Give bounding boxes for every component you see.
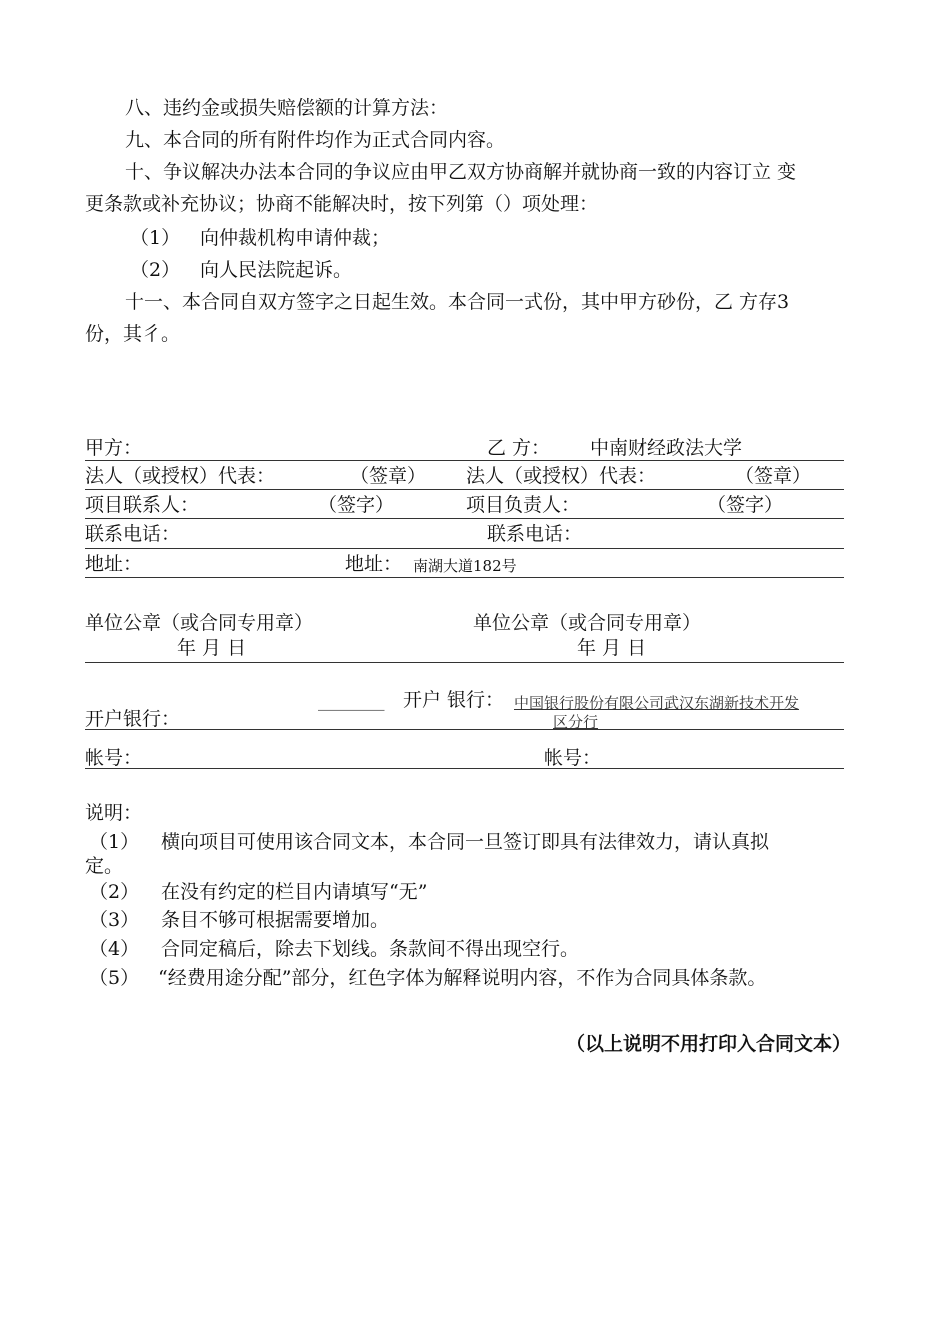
clause-9: 九、本合同的所有附件均作为正式合同内容。 — [125, 129, 506, 151]
address-b-value: 南湖大道182号 — [413, 557, 517, 575]
seal-b-label: （签章） — [735, 465, 812, 487]
row-divider — [85, 548, 844, 549]
phone-b-label: 联系电话： — [487, 523, 583, 545]
note-1-text: 横向项目可使用该合同文本，本合同一旦签订即具有法律效力，请认真拟 — [161, 831, 770, 853]
clause-8: 八、违约金或损失赔偿额的计算方法： — [125, 97, 449, 119]
option-2-text: 向人民法院起诉。 — [200, 259, 353, 281]
note-3-text: 条目不够可根据需要增加。 — [161, 909, 390, 931]
phone-a-label: 联系电话： — [85, 523, 181, 545]
account-b-label: 帐号： — [544, 747, 602, 769]
date-b: 年 月 日 — [577, 637, 647, 659]
note-3-number: （3） — [89, 909, 140, 931]
row-divider — [85, 518, 844, 519]
party-a-label: 甲方： — [85, 437, 143, 459]
address-a-label: 地址： — [85, 553, 143, 575]
account-a-label: 帐号： — [85, 747, 143, 769]
clause-10-line1: 十、争议解决办法本合同的争议应由甲乙双方协商解并就协商一致的内容订立 变 — [125, 161, 797, 183]
stamp-b-label: 单位公章（或合同专用章） — [473, 612, 702, 634]
note-4-number: （4） — [89, 938, 140, 960]
sign-b-label: （签字） — [707, 494, 784, 516]
bank-b-value-line2: 区分行 — [553, 713, 599, 731]
note-2-text: 在没有约定的栏目内请填写“无” — [161, 881, 428, 903]
clause-11-line2: 份，其彳。 — [85, 323, 181, 345]
row-divider — [85, 577, 844, 578]
note-5-number: （5） — [89, 967, 140, 989]
option-1-text: 向仲裁机构申请仲裁； — [200, 227, 391, 249]
contact-a-label: 项目联系人： — [85, 494, 200, 516]
date-a: 年 月 日 — [177, 637, 247, 659]
notes-footer: （以上说明不用打印入合同文本） — [566, 1033, 852, 1055]
stamp-a-label: 单位公章（或合同专用章） — [85, 612, 314, 634]
notes-title: 说明： — [85, 802, 143, 824]
sign-a-label: （签字） — [318, 494, 395, 516]
option-1-number: （1） — [130, 227, 181, 249]
note-4-text: 合同定稿后，除去下划线。条款间不得出现空行。 — [161, 938, 580, 960]
legal-rep-a-label: 法人（或授权）代表： — [85, 465, 276, 487]
clause-11-line1: 十一、本合同自双方签字之日起生效。本合同一式份，其中甲方砂份，乙 方存3 — [125, 291, 790, 313]
party-b-label: 乙 方： — [487, 437, 551, 459]
party-b-name: 中南财经政法大学 — [590, 437, 743, 459]
bank-a-label: 开户银行： — [85, 708, 181, 730]
row-divider — [85, 662, 844, 663]
option-2-number: （2） — [130, 259, 181, 281]
note-1-number: （1） — [89, 831, 140, 853]
bank-b-label: 开户 银行： — [403, 689, 505, 711]
legal-rep-b-label: 法人（或授权）代表： — [466, 465, 657, 487]
row-divider — [85, 729, 844, 730]
bank-a-blank: _______ — [318, 689, 385, 711]
address-b-label: 地址： — [345, 553, 403, 575]
leader-b-label: 项目负责人： — [466, 494, 581, 516]
bank-b-value-line1: 中国银行股份有限公司武汉东湖新技术开发 — [514, 694, 800, 712]
note-5-text: “经费用途分配”部分，红色字体为解释说明内容，不作为合同具体条款。 — [158, 967, 767, 989]
clause-10-line2: 更条款或补充协议；协商不能解决时，按下列第（）项处理： — [85, 193, 599, 215]
seal-a-label: （签章） — [350, 465, 427, 487]
note-1-continuation: 定。 — [85, 855, 124, 877]
row-divider — [85, 768, 844, 769]
note-2-number: （2） — [89, 881, 140, 903]
